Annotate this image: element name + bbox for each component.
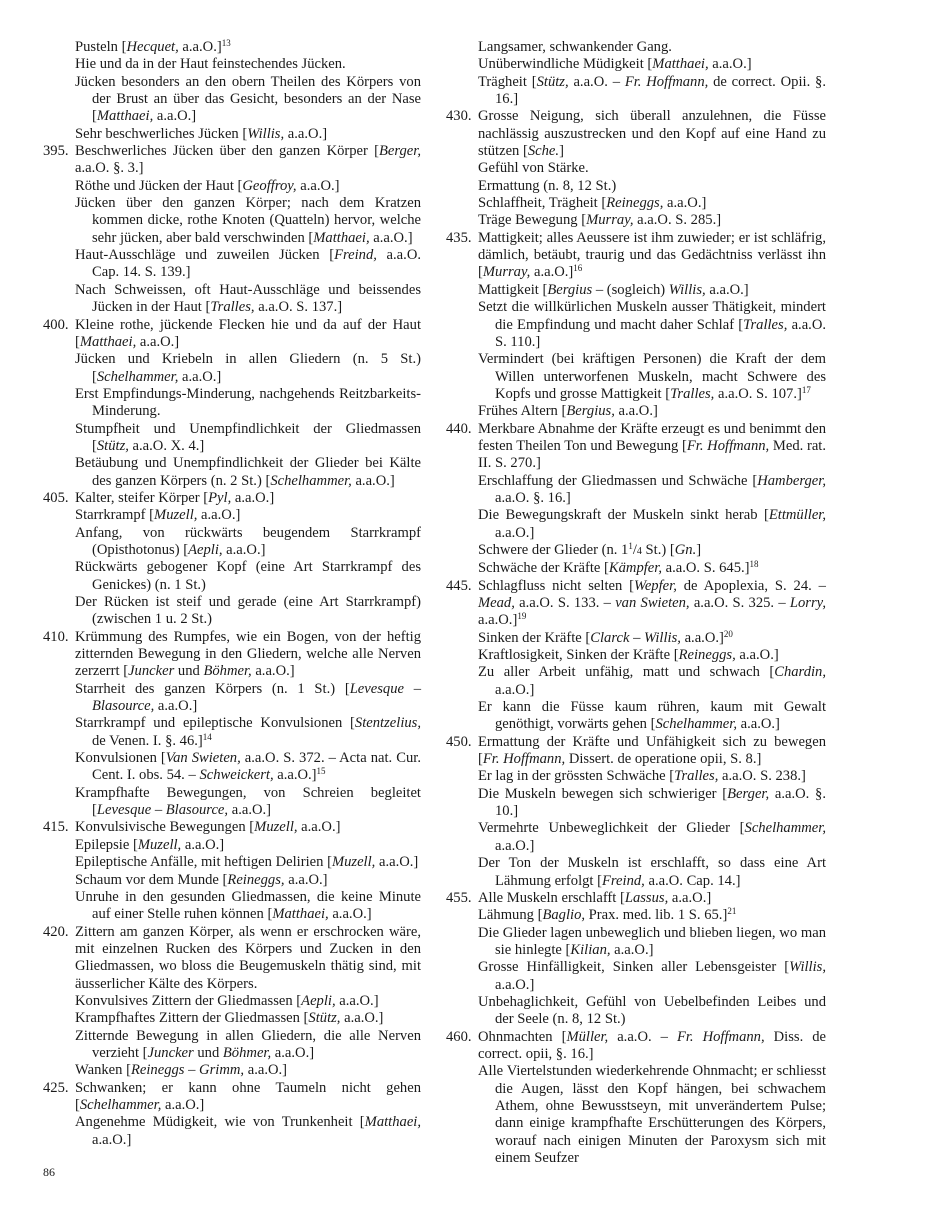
symptom-entry — [43, 750, 421, 785]
entry-text: Wanken [Reineggs – Grimm, a.a.O.] — [75, 1062, 288, 1079]
symptom-entry — [43, 837, 421, 854]
symptom-entry — [43, 1080, 421, 1115]
entry-text: Starrkrampf und epileptische Konvulsionen [Stentzelius, de Venen. I. §. 46.]$^{14}$ — [75, 715, 421, 749]
entry-number: 395. — [43, 143, 69, 160]
entry-text: Erschlaffung der Gliedmassen und Schwäche [Hamberger, a.a.O. §. 16.] — [478, 472, 826, 506]
entry-text: Die Muskeln bewegen sich schwieriger [Berger, a.a.O. §. 10.] — [478, 785, 826, 820]
entry-text: Lähmung [Baglio, Prax. med. lib. 1 S. 65.]$^{21}$ — [478, 906, 737, 924]
symptom-entry — [446, 299, 826, 351]
symptom-entry — [43, 455, 421, 490]
entry-text: Vermehrte Unbeweglichkeit der Glieder [Schelhammer, a.a.O.] — [478, 820, 826, 854]
entry-text: Haut-Ausschläge und zuweilen Jücken [Freind, a.a.O. Cap. 14. S. 139.] — [75, 247, 422, 281]
entry-text: Alle Muskeln erschlafft [Lassus, a.a.O.] — [478, 889, 712, 906]
entry-number: 445. — [446, 577, 472, 594]
symptom-entry — [446, 959, 826, 994]
entry-text: Grosse Neigung, sich überall anzulehnen, die Füsse nachlässig auszustrecken und den Kopf auf eine Hand zu stützen [Sche.] — [478, 108, 826, 160]
symptom-entry — [43, 56, 421, 73]
entry-number: 460. — [446, 1028, 472, 1045]
entry-text: Er kann die Füsse kaum rühren, kaum mit Gewalt genöthigt, vorwärts gehen [Schelhammer, a.a.O.] — [478, 699, 826, 733]
entry-text: Schlaffheit, Trägheit [Reineggs, a.a.O.] — [478, 195, 707, 212]
entry-text: Krampfhaftes Zittern der Gliedmassen [Stütz, a.a.O.] — [75, 1010, 384, 1027]
symptom-entry — [446, 74, 826, 109]
entry-text: Pusteln [Hecquet, a.a.O.]$^{13}$ — [75, 38, 231, 55]
symptom-entry — [43, 421, 421, 456]
symptom-entry — [43, 247, 421, 282]
symptom-entry — [446, 473, 826, 508]
entry-text: Jücken und Kriebeln in allen Gliedern (n. 5 St.) [Schelhammer, a.a.O.] — [75, 351, 421, 385]
entry-text: Rückwärts gebogener Kopf (eine Art Starrkrampf des Genickes) (n. 1 St.) — [75, 559, 421, 593]
symptom-entry — [446, 282, 826, 299]
symptom-entry — [446, 212, 826, 229]
entry-text: Die Bewegungskraft der Muskeln sinkt herab [Ettmüller, a.a.O.] — [478, 507, 826, 541]
symptom-entry — [446, 994, 826, 1029]
entry-text: Konvulsivische Bewegungen [Muzell, a.a.O.] — [75, 819, 341, 836]
entry-text: Epileptische Anfälle, mit heftigen Delirien [Muzell, a.a.O.] — [75, 854, 419, 871]
entry-text: Konvulsionen [Van Swieten, a.a.O. S. 372. – Acta nat. Cur. Cent. I. obs. 54. – Schweickert, a.a.O.]$^{15}$ — [75, 750, 421, 784]
entry-text: Röthe und Jücken der Haut [Geoffroy, a.a.O.] — [75, 177, 340, 194]
entry-text: Schwanken; er kann ohne Taumeln nicht gehen [Schelhammer, a.a.O.] — [75, 1079, 421, 1113]
entry-text: Kalter, steifer Körper [Pyl, a.a.O.] — [75, 489, 275, 506]
entry-text: Schaum vor dem Munde [Reineggs, a.a.O.] — [75, 871, 328, 888]
entry-text: Kraftlosigkeit, Sinken der Kräfte [Reineggs, a.a.O.] — [478, 647, 779, 664]
symptom-entry — [43, 1062, 421, 1079]
symptom-entry — [43, 126, 421, 143]
entry-text: Zitternde Bewegung in allen Gliedern, die alle Nerven verzieht [Juncker und Böhmer, a.a.O.] — [75, 1027, 421, 1061]
symptom-entry — [43, 993, 421, 1010]
symptom-entry — [43, 924, 421, 993]
entry-text: Anfang, von rückwärts beugendem Starrkrampf (Opisthotonus) [Aepli, a.a.O.] — [75, 524, 421, 558]
entry-text: Der Rücken ist steif und gerade (eine Art Starrkrampf) (zwischen 1 u. 2 St.) — [75, 594, 421, 628]
symptom-entry — [43, 854, 421, 871]
entry-text: Mattigkeit [Bergius – (sogleich) Willis, a.a.O.] — [478, 281, 749, 298]
entry-text: Mattigkeit; alles Aeussere ist ihm zuwieder; er ist schläfrig, dämlich, betäubt, traurig und das Gedächtniss verlässt ihn [Murray, a.a.O.]$^{16}$ — [478, 229, 826, 281]
symptom-entry — [446, 351, 826, 403]
symptom-entry — [43, 559, 421, 594]
symptom-entry — [43, 1114, 421, 1149]
page-number: 86 — [43, 1165, 55, 1179]
entry-text: Trägheit [Stütz, a.a.O. – Fr. Hoffmann, de correct. Opii. §. 16.] — [478, 73, 826, 108]
symptom-entry — [446, 890, 826, 907]
entry-text: Sehr beschwerliches Jücken [Willis, a.a.O.] — [75, 125, 328, 142]
symptom-entry — [43, 39, 421, 56]
entry-number: 455. — [446, 889, 472, 906]
symptom-entry — [43, 74, 421, 126]
symptom-entry — [43, 629, 421, 681]
symptom-entry — [446, 507, 826, 542]
symptom-entry — [43, 507, 421, 524]
entry-text: Die Glieder lagen unbeweglich und blieben liegen, wo man sie hinlegte [Kilian, a.a.O.] — [478, 924, 826, 958]
symptom-entry — [446, 855, 826, 890]
entry-number: 405. — [43, 489, 69, 506]
symptom-entry — [43, 819, 421, 836]
entry-text: Sinken der Kräfte [Clarck – Willis, a.a.O.]$^{20}$ — [478, 628, 733, 646]
right-text-column — [446, 39, 826, 1167]
symptom-entry — [446, 1063, 826, 1167]
symptom-entry — [446, 56, 826, 73]
entry-text: Unbehaglichkeit, Gefühl von Uebelbefinden Leibes und der Seele (n. 8, 12 St.) — [478, 993, 826, 1028]
entry-text: Stumpfheit und Unempfindlichkeit der Gliedmassen [Stütz, a.a.O. X. 4.] — [75, 420, 421, 454]
symptom-entry — [446, 178, 826, 195]
symptom-entry — [43, 490, 421, 507]
entry-text: Grosse Hinfälligkeit, Sinken aller Lebensgeister [Willis, a.a.O.] — [478, 959, 826, 993]
entry-number: 415. — [43, 819, 69, 836]
symptom-entry — [446, 925, 826, 960]
symptom-entry — [43, 785, 421, 820]
entry-text: Frühes Altern [Bergius, a.a.O.] — [478, 403, 658, 420]
entry-number: 400. — [43, 316, 69, 333]
entry-text: Der Ton der Muskeln ist erschlafft, so dass eine Art Lähmung erfolgt [Freind, a.a.O. Cap. 14.] — [478, 855, 826, 889]
symptom-entry — [43, 282, 421, 317]
entry-text: Nach Schweissen, oft Haut-Ausschläge und beissendes Jücken in der Haut [Tralles, a.a.O. S. 137.] — [75, 281, 421, 316]
entry-text: Schwäche der Kräfte [Kämpfer, a.a.O. S. 645.]$^{18}$ — [478, 559, 759, 577]
entry-text: Zittern am ganzen Körper, als wenn er erschrocken wäre, mit einzelnen Rucken des Körpers und Zucken in den Gliedmassen, wo bloss die Beugemuskeln thätig sind, mit äusserlicher Kälte des Körpers. — [75, 923, 421, 992]
symptom-entry — [446, 820, 826, 855]
symptom-entry — [446, 907, 826, 924]
entry-number: 440. — [446, 420, 472, 437]
entry-text: Ohnmachten [Müller, a.a.O. – Fr. Hoffmann, Diss. de correct. opii, §. 16.] — [478, 1028, 826, 1062]
entry-text: Epilepsie [Muzell, a.a.O.] — [75, 836, 225, 853]
entry-text: Alle Viertelstunden wiederkehrende Ohnmacht; er schliesst die Augen, lässt den Kopf hängen, bei schwachem Athem, ohne Bewusstseyn, mit unverändertem Pulse; dann einige krampfhafte Erschütterungen des Körpers, worauf nach einigen Minuten der Paroxysm sich mit einem Seufzer — [478, 1063, 826, 1166]
entry-number: 450. — [446, 733, 472, 750]
symptom-entry — [43, 351, 421, 386]
symptom-entry — [446, 542, 826, 560]
symptom-entry — [446, 699, 826, 734]
symptom-entry — [446, 578, 826, 630]
entry-text: Schlagfluss nicht selten [Wepfer, de Apoplexia, S. 24. – Mead, a.a.O. S. 133. – van Swieten, a.a.O. S. 325. – Lorry, a.a.O.]$^{19}$ — [478, 577, 826, 629]
entry-number: 425. — [43, 1079, 69, 1096]
entry-text: Träge Bewegung [Murray, a.a.O. S. 285.] — [478, 212, 722, 229]
symptom-entry — [43, 317, 421, 352]
entry-text: Zu aller Arbeit unfähig, matt und schwach [Chardin, a.a.O.] — [478, 664, 826, 698]
symptom-entry — [446, 664, 826, 699]
symptom-entry — [43, 525, 421, 560]
entry-text: Betäubung und Unempfindlichkeit der Glieder bei Kälte des ganzen Körpers (n. 2 St.) [Schelhammer, a.a.O.] — [75, 455, 421, 489]
entry-text: Erst Empfindungs-Minderung, nachgehends Reitzbarkeits-Minderung. — [75, 385, 421, 420]
symptom-entry — [446, 421, 826, 473]
symptom-entry — [446, 630, 826, 647]
symptom-entry — [43, 1028, 421, 1063]
entry-text: Konvulsives Zittern der Gliedmassen [Aepli, a.a.O.] — [75, 992, 379, 1009]
entry-text: Er lag in der grössten Schwäche [Tralles, a.a.O. S. 238.] — [478, 768, 806, 785]
symptom-entry — [446, 1029, 826, 1064]
entry-text: Schwere der Glieder (n. $1^1/4$ St.) [Gn.] — [478, 540, 702, 558]
entry-text: Krümmung des Rumpfes, wie ein Bogen, von der heftig zitternden Bewegung in den Gliedern, welche alle Nerven zerzerrt [Juncker und Böhmer, a.a.O.] — [75, 628, 421, 680]
entry-number: 420. — [43, 923, 69, 940]
entry-number: 410. — [43, 628, 69, 645]
symptom-entry — [446, 768, 826, 785]
symptom-entry — [43, 195, 421, 247]
left-text-column — [43, 39, 421, 1149]
entry-text: Ermattung (n. 8, 12 St.) — [478, 177, 617, 194]
symptom-entry — [446, 403, 826, 420]
symptom-entry — [43, 715, 421, 750]
entry-text: Merkbare Abnahme der Kräfte erzeugt es und benimmt den festen Theilen Ton und Bewegung [Fr. Hoffmann, Med. rat. II. S. 270.] — [478, 420, 826, 472]
entry-text: Krampfhafte Bewegungen, von Schreien begleitet [Levesque – Blasource, a.a.O.] — [75, 784, 421, 819]
entry-number: 430. — [446, 108, 472, 125]
symptom-entry — [43, 889, 421, 924]
symptom-entry — [43, 386, 421, 421]
symptom-entry — [446, 647, 826, 664]
entry-text: Starrheit des ganzen Körpers (n. 1 St.) [Levesque – Blasource, a.a.O.] — [75, 680, 421, 715]
entry-text: Beschwerliches Jücken über den ganzen Körper [Berger, a.a.O. §. 3.] — [75, 143, 421, 177]
symptom-entry — [446, 108, 826, 160]
entry-text: Jücken über den ganzen Körper; nach dem Kratzen kommen dicke, rothe Knoten (Quatteln) hervor, welche sehr jücken, aber bald verschwinden [Matthaei, a.a.O.] — [75, 195, 421, 246]
symptom-entry — [43, 1010, 421, 1027]
symptom-entry — [446, 160, 826, 177]
symptom-entry — [446, 786, 826, 821]
symptom-entry — [446, 734, 826, 769]
symptom-entry — [43, 594, 421, 629]
entry-text: Langsamer, schwankender Gang. — [478, 39, 672, 55]
entry-text: Unruhe in den gesunden Gliedmassen, die keine Minute auf einer Stelle ruhen können [Matthaei, a.a.O.] — [75, 888, 421, 923]
entry-text: Jücken besonders an den obern Theilen des Körpers von der Brust an über das Gesicht, besonders an der Nase [Matthaei, a.a.O.] — [75, 73, 421, 125]
entry-text: Hie und da in der Haut feinstechendes Jücken. — [75, 56, 346, 73]
entry-text: Unüberwindliche Müdigkeit [Matthaei, a.a.O.] — [478, 56, 752, 73]
entry-text: Angenehme Müdigkeit, wie von Trunkenheit [Matthaei, a.a.O.] — [75, 1114, 421, 1148]
entry-text: Vermindert (bei kräftigen Personen) die Kraft der dem Willen unterworfenen Muskeln, macht Schwere des Kopfs und grosse Mattigkeit [Tralles, a.a.O. S. 107.]$^{17}$ — [478, 351, 826, 402]
symptom-entry — [446, 560, 826, 577]
symptom-entry — [446, 39, 826, 56]
entry-text: Ermattung der Kräfte und Unfähigkeit sich zu bewegen [Fr. Hoffmann, Dissert. de operatione opii, S. 8.] — [478, 733, 826, 768]
symptom-entry — [43, 681, 421, 716]
symptom-entry — [446, 195, 826, 212]
entry-text: Gefühl von Stärke. — [478, 160, 589, 177]
symptom-entry — [43, 872, 421, 889]
symptom-entry — [43, 178, 421, 195]
symptom-entry — [43, 143, 421, 178]
entry-text: Starrkrampf [Muzell, a.a.O.] — [75, 507, 241, 524]
entry-number: 435. — [446, 229, 472, 246]
entry-text: Kleine rothe, jückende Flecken hie und da auf der Haut [Matthaei, a.a.O.] — [75, 316, 421, 350]
symptom-entry — [446, 230, 826, 282]
entry-text: Setzt die willkürlichen Muskeln ausser Thätigkeit, mindert die Empfindung und macht daher Schlaf [Tralles, a.a.O. S. 110.] — [478, 299, 827, 350]
